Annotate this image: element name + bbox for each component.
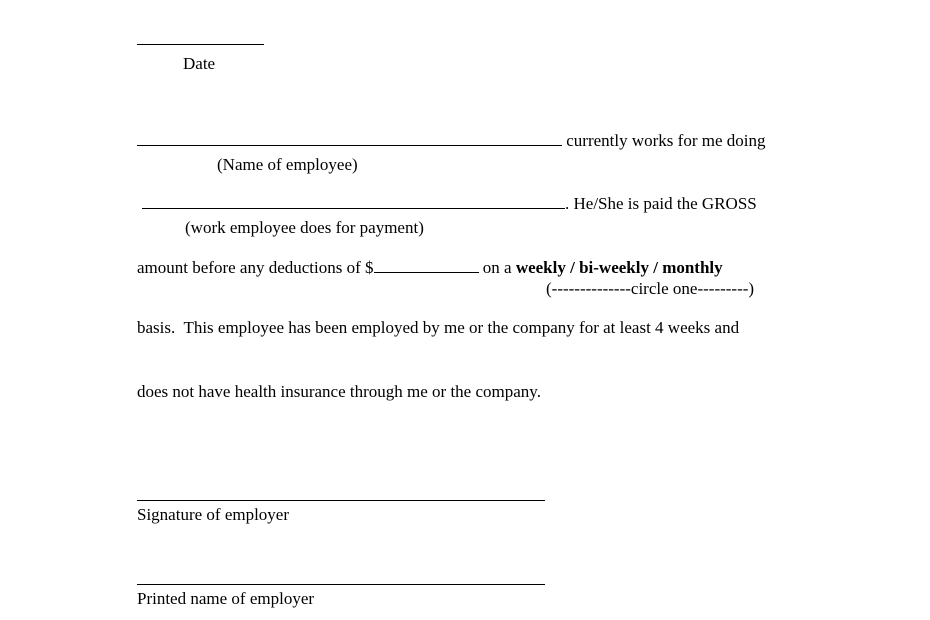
work-description-block (142, 192, 757, 238)
circle-one-caption: (--------------circle one---------) (546, 279, 755, 298)
printed-name-label: Printed name of employer (137, 589, 315, 608)
work-description-blank[interactable] (142, 192, 565, 209)
amount-block (137, 256, 754, 299)
printed-name-block (137, 566, 545, 609)
amount-line-prefix: amount before any deductions of $ (137, 258, 374, 277)
employee-name-block (137, 129, 765, 175)
paragraph-employed-duration: basis. This employee has been employed by me or the company for at least 4 weeks and (137, 318, 740, 337)
amount-blank[interactable] (374, 256, 479, 273)
pay-frequency-options[interactable]: weekly / bi-weekly / monthly (515, 258, 723, 277)
date-block (137, 28, 264, 74)
printed-name-blank[interactable] (137, 566, 545, 585)
date-blank[interactable] (137, 28, 264, 45)
employee-name-caption: (Name of employee) (217, 155, 358, 174)
signature-block (137, 482, 545, 525)
paragraph-no-insurance: does not have health insurance through me or the company. (137, 382, 541, 401)
amount-line-mid: on a (478, 258, 516, 277)
work-line-text: . He/She is paid the GROSS (565, 194, 757, 213)
employee-name-blank[interactable] (137, 129, 562, 146)
work-description-caption: (work employee does for payment) (185, 218, 424, 237)
employee-line-text: currently works for me doing (562, 131, 766, 150)
signature-blank[interactable] (137, 482, 545, 501)
date-label: Date (183, 54, 216, 73)
signature-label: Signature of employer (137, 505, 290, 524)
